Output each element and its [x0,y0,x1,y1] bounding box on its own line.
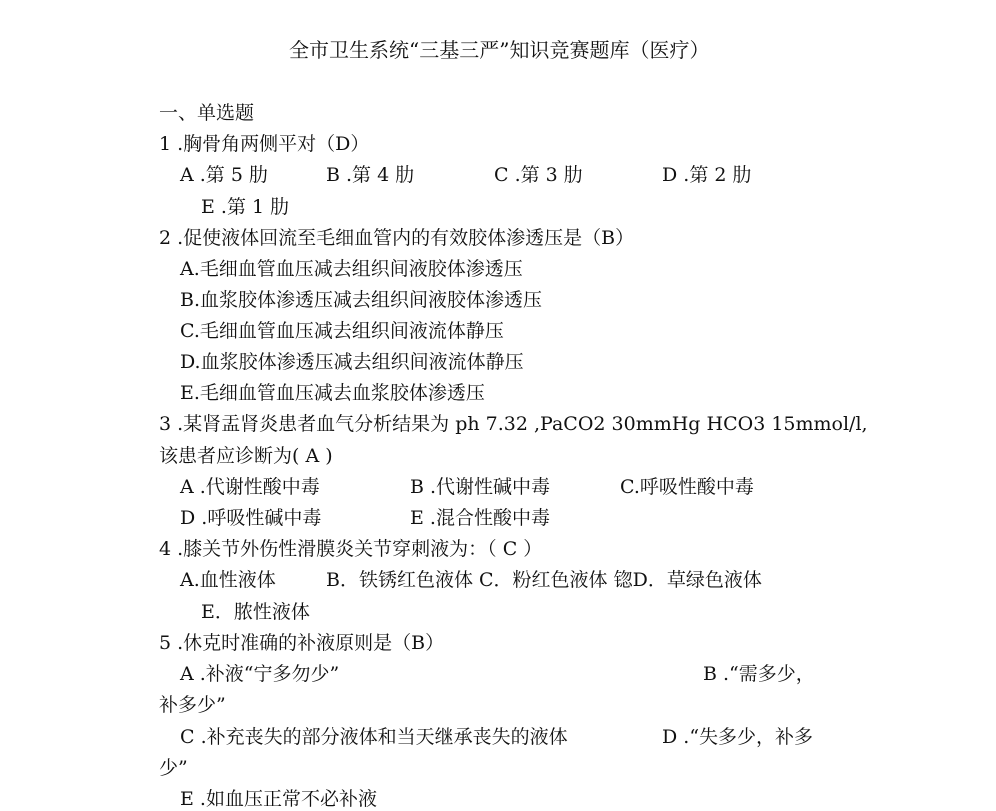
question-1-stem: 1 .胸骨角两侧平对（D） [159,133,370,155]
question-3-option-c: C.呼吸性酸中毒 [620,476,754,498]
question-3-stem-line-2: 该患者应诊断为( A ) [159,445,333,467]
question-4-options-b-to-d: B．铁锈红色液体 C．粉红色液体 锪D．草绿色液体 [326,569,762,591]
document-title: 全市卫生系统“三基三严”知识竞赛题库（医疗） [289,38,710,62]
question-5-stem: 5 .休克时准确的补液原则是（B） [159,632,445,654]
question-5-option-d-part-2: 少” [159,757,188,779]
question-2-stem: 2 .促使液体回流至毛细血管内的有效胶体渗透压是（B） [159,227,635,249]
question-4-option-a: A.血性液体 [180,569,276,591]
section-heading: 一、单选题 [159,102,255,124]
question-5-option-b-part-2: 补多少” [159,694,226,716]
question-5-option-e: E .如血压正常不必补液 [180,788,377,810]
question-4-stem: 4 .膝关节外伤性滑膜炎关节穿刺液为：（ C ） [159,538,543,560]
question-2-option-d: D.血浆胶体渗透压减去组织间液流体静压 [180,351,524,373]
question-3-option-a: A .代谢性酸中毒 [180,476,320,498]
question-3-option-e: E .混合性酸中毒 [410,507,550,529]
question-1-option-a: A .第 5 肋 [180,164,268,186]
question-2-option-a: A.毛细血管血压减去组织间液胶体渗透压 [180,258,523,280]
question-3-option-d: D .呼吸性碱中毒 [180,507,322,529]
question-5-option-b-part-1: B .“需多少， [703,663,815,685]
question-1-option-d: D .第 2 肋 [662,164,752,186]
question-3-option-b: B .代谢性碱中毒 [410,476,551,498]
question-5-option-d-part-1: D .“失多少，补多 [662,726,814,748]
question-1-option-b: B .第 4 肋 [326,164,415,186]
question-1-option-c: C .第 3 肋 [494,164,583,186]
question-1-option-e: E .第 1 肋 [201,196,290,218]
question-2-option-c: C.毛细血管血压减去组织间液流体静压 [180,320,504,342]
question-4-option-e: E．脓性液体 [201,601,310,623]
question-2-option-e: E.毛细血管血压减去血浆胶体渗透压 [180,382,485,404]
question-5-option-c: C .补充丧失的部分液体和当天继承丧失的液体 [180,726,568,748]
question-5-option-a: A .补液“宁多勿少” [180,663,340,685]
question-2-option-b: B.血浆胶体渗透压减去组织间液胶体渗透压 [180,289,543,311]
question-3-stem-line-1: 3 .某肾盂肾炎患者血气分析结果为 ph 7.32 ,PaCO2 30mmHg HCO3 15mmol/l, [159,413,868,435]
